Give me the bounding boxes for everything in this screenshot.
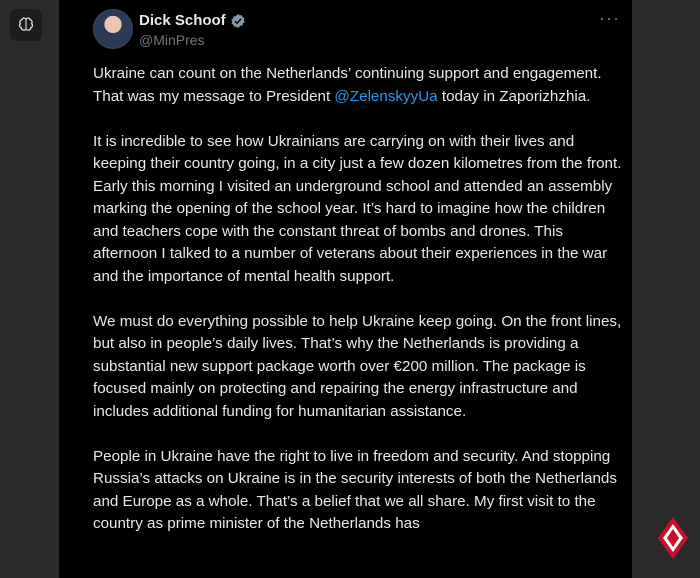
paragraph-1 <box>93 63 623 108</box>
tweet-card <box>59 0 632 578</box>
red-diamond-logo <box>656 515 690 561</box>
brain-icon-button[interactable] <box>10 9 42 41</box>
verified-badge-icon <box>230 13 246 29</box>
paragraph-2: It is incredible to see how Ukrainians are carrying on with their lives and keeping their country going, in a city just a few dozen kilometres from the front. Early this morning I visited an underground school and attended an assembly marking the opening of the school year. It’s hard to imagine how the children and teachers cope with the constant threat of bombs and drones. This afternoon I talked to a number of veterans about their experiences in the war and the importance of mental health support. <box>93 132 622 285</box>
paragraph-3: We must do everything possible to help Ukraine keep going. On the front lines, but also in people’s daily lives. That’s why the Netherlands is providing a substantial new support package worth over €200 million. The package is focused mainly on protecting and repairing the energy infrastructure and includes additional funding for humanitarian assistance. <box>93 312 622 420</box>
paragraph-4: People in Ukraine have the right to live in freedom and security. And stopping Russia’s attacks on Ukraine is in the security interests of both the Netherlands and Europe as a whole. That’s a belief that we all share. My first visit to the country as prime minister of the Netherlands has <box>93 447 617 532</box>
author-name[interactable]: Dick Schoof <box>139 12 226 29</box>
p1-text-end: today in Zaporizhzhia. <box>437 87 591 105</box>
p1-text: Ukraine can count on the Netherlands’ continuing support and engagement. That was my message to President <box>93 65 602 105</box>
more-options-icon[interactable]: ··· <box>599 8 620 28</box>
brain-icon <box>17 16 35 34</box>
tweet-text <box>93 63 623 558</box>
avatar[interactable] <box>93 9 133 49</box>
author-name-row[interactable] <box>139 12 246 29</box>
mention-link[interactable]: @ZelenskyyUa <box>334 87 438 105</box>
author-handle[interactable]: @MinPres <box>139 32 205 48</box>
